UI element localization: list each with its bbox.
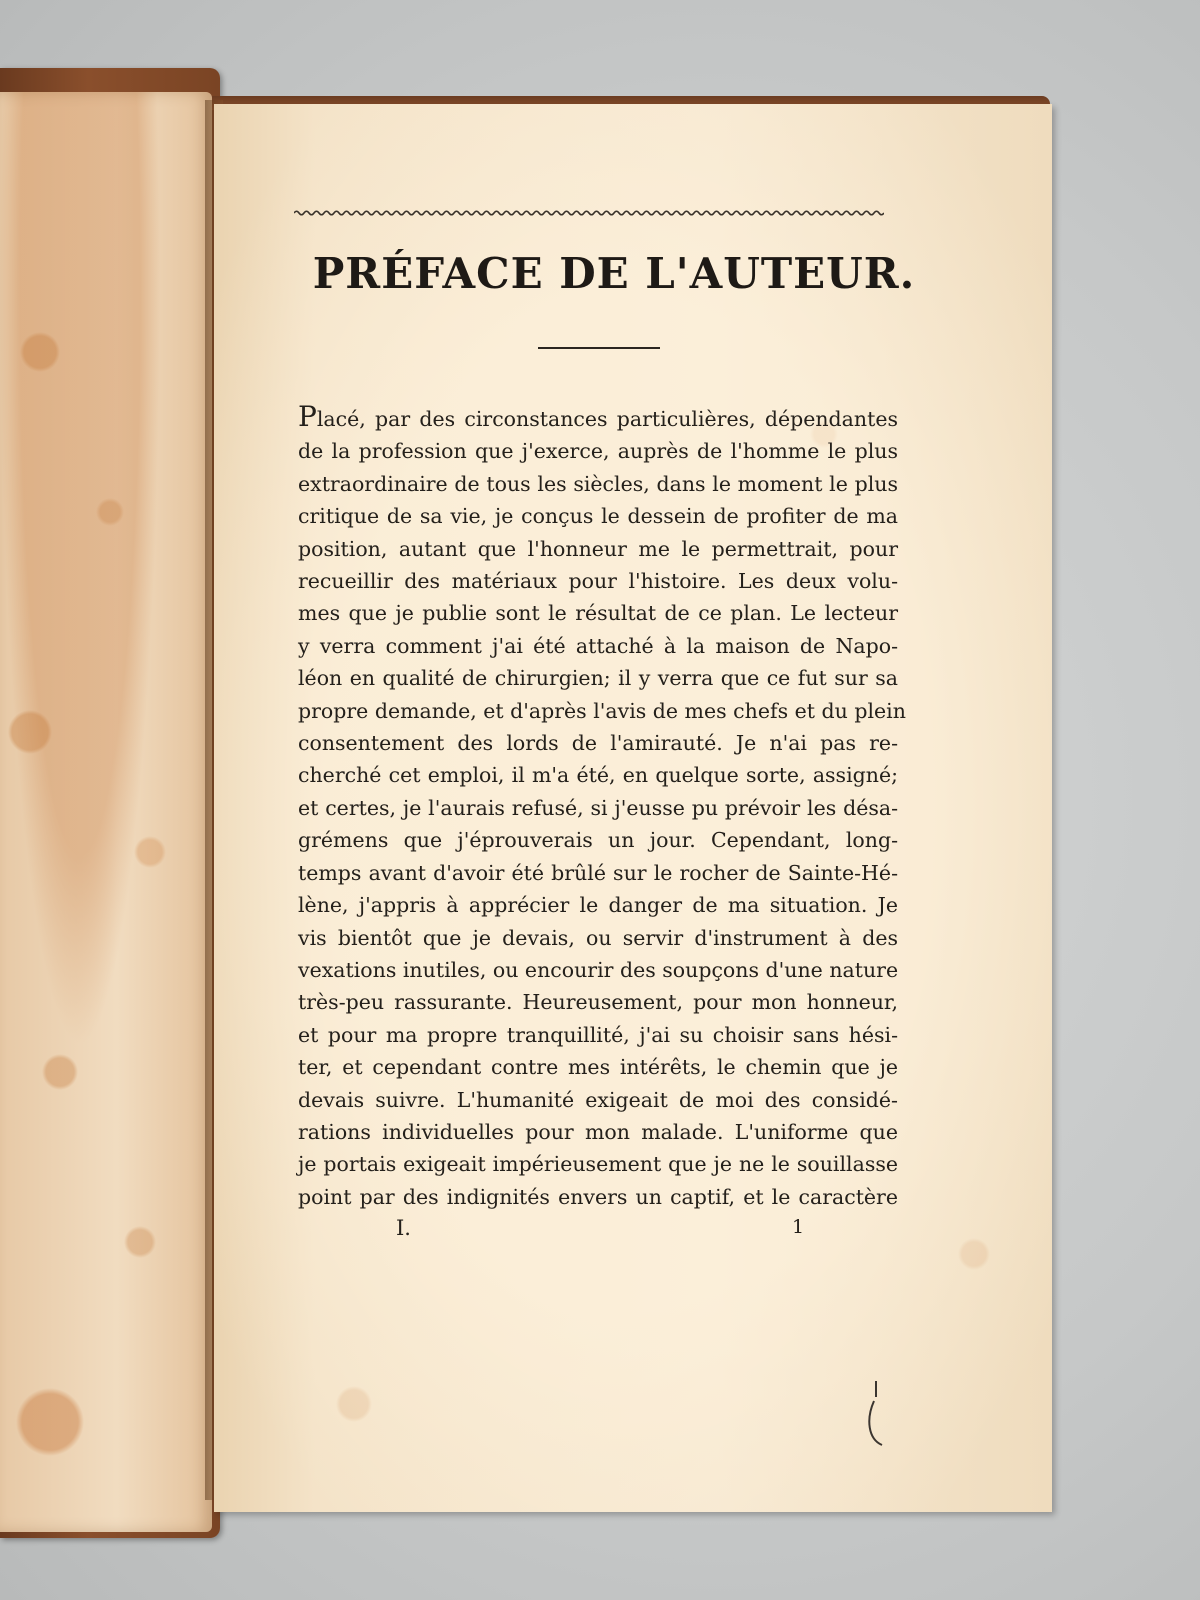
text-line: de la profession que j'exerce, auprès de l'homme le plus	[298, 439, 898, 464]
title-rule	[538, 347, 660, 349]
endpaper-left	[0, 92, 212, 1532]
text-line: et pour ma propre tranquillité, j'ai su choisir sans hési-	[298, 1022, 898, 1047]
text-line: je portais exigeait impérieusement que je ne le souillasse	[298, 1152, 898, 1177]
text-line: cherché cet emploi, il m'a été, en quelque sorte, assigné;	[298, 763, 898, 788]
text-line: temps avant d'avoir été brûlé sur le rocher de Sainte-Hé-	[298, 860, 898, 885]
text-line: propre demande, et d'après l'avis de mes chefs et du plein	[298, 698, 906, 723]
wavy-rule-ornament	[294, 209, 884, 217]
pencil-mark	[864, 1379, 894, 1449]
text-line: rations individuelles pour mon malade. L'uniforme que	[298, 1119, 898, 1144]
text-line: grémens que j'éprouverais un jour. Cependant, long-	[298, 828, 898, 853]
text-line: consentement des lords de l'amirauté. Je n'ai pas re-	[298, 731, 898, 756]
text-line: léon en qualité de chirurgien; il y verra que ce fut sur sa	[298, 666, 898, 691]
text-line: devais suivre. L'humanité exigeait de moi des considé-	[298, 1087, 898, 1112]
preface-text	[298, 400, 906, 1213]
text-line: ter, et cependant contre mes intérêts, le chemin que je	[298, 1055, 898, 1080]
text-line: très-peu rassurante. Heureusement, pour mon honneur,	[298, 990, 898, 1015]
text-line: mes que je publie sont le résultat de ce plan. Le lecteur	[298, 601, 898, 626]
text-line: point par des indignités envers un captif, et le caractère	[298, 1184, 898, 1209]
page-number: 1	[792, 1216, 805, 1238]
text-line: critique de sa vie, je conçus le dessein de profiter de ma	[298, 504, 898, 529]
text-line: y verra comment j'ai été attaché à la maison de Napo-	[298, 633, 898, 658]
signature-mark: I.	[396, 1216, 411, 1240]
page-title: PRÉFACE DE L'AUTEUR.	[312, 249, 916, 298]
text-line: recueillir des matériaux pour l'histoire. Les deux volu-	[298, 569, 898, 594]
text-line: position, autant que l'honneur me le permettrait, pour	[298, 536, 898, 561]
text-line: vexations inutiles, ou encourir des soupçons d'une nature	[298, 957, 899, 982]
text-line: et certes, je l'aurais refusé, si j'eusse pu prévoir les désa-	[298, 795, 898, 820]
text-line: Placé, par des circonstances particulières, dépendantes	[298, 400, 898, 433]
printed-page	[214, 104, 1052, 1512]
text-line: extraordinaire de tous les siècles, dans le moment le plus	[298, 471, 898, 496]
text-line: vis bientôt que je devais, ou servir d'instrument à des	[298, 925, 898, 950]
text-line: lène, j'appris à apprécier le danger de ma situation. Je	[298, 893, 898, 918]
